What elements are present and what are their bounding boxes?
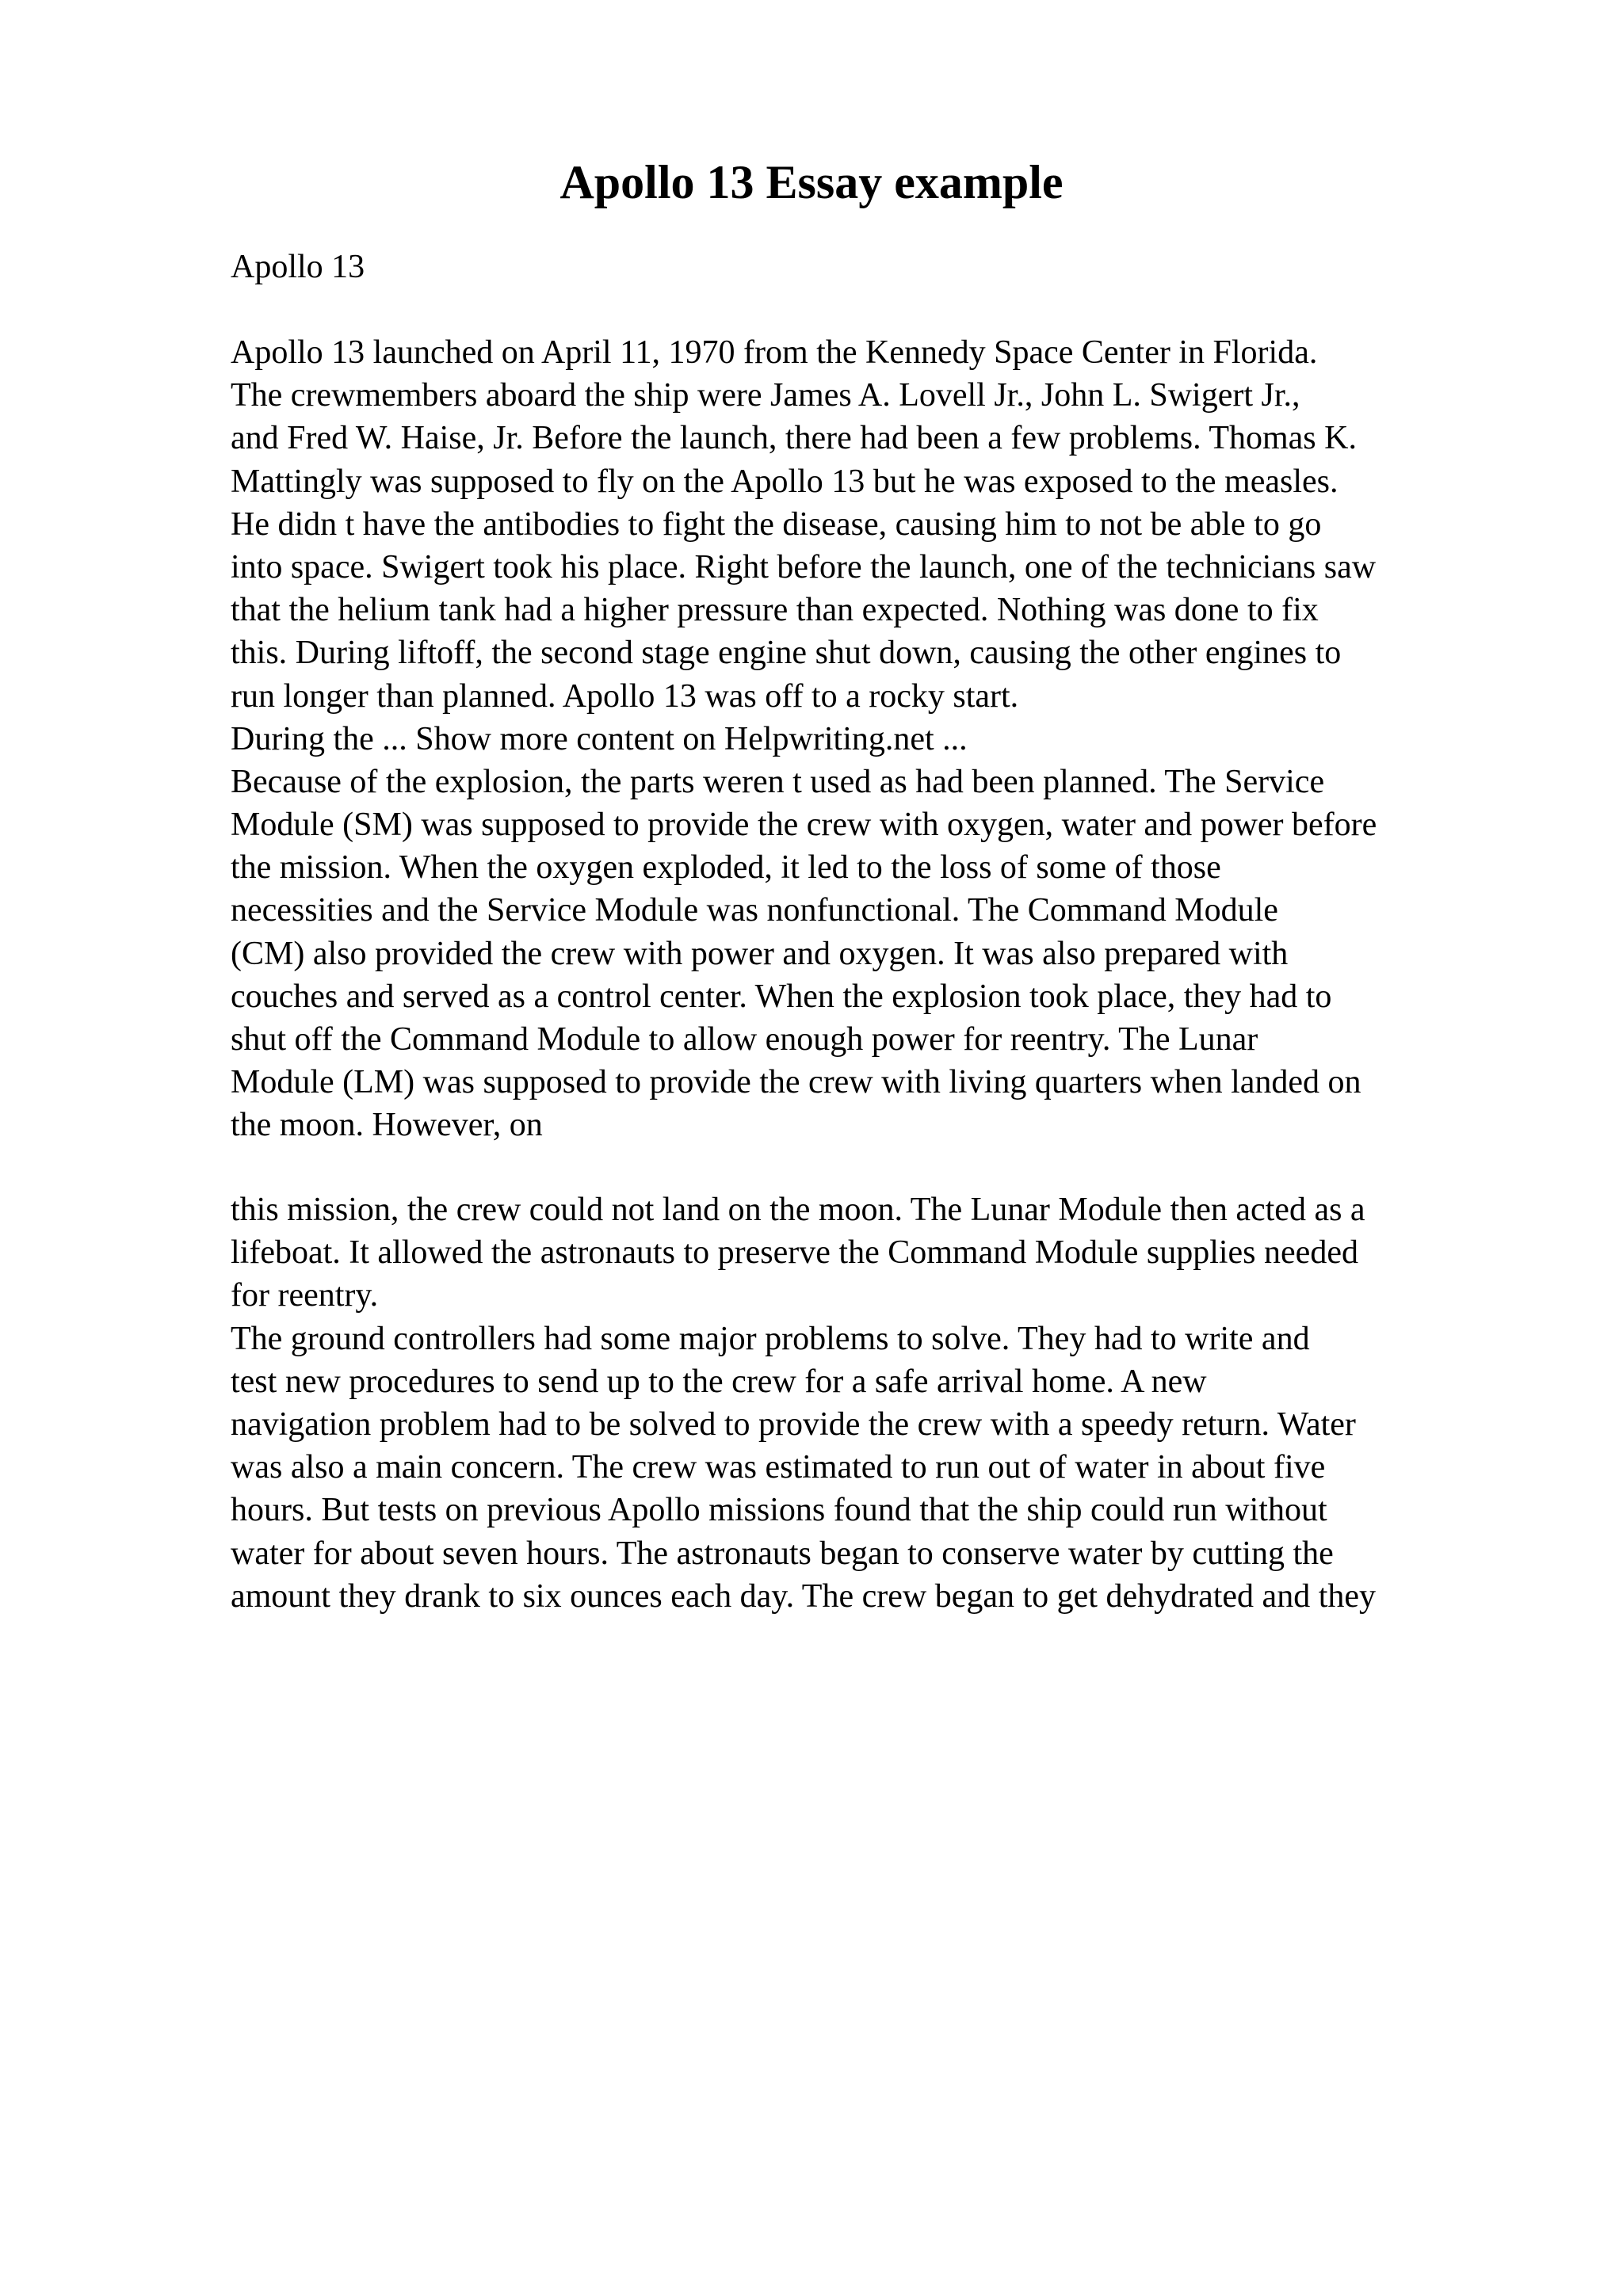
show-more-line: During the ... Show more content on Helpwriting.net ... [231,720,968,757]
text-line: test new procedures to send up to the crew for a safe arrival home. A new [231,1363,1207,1400]
document-title: Apollo 13 Essay example [559,156,1064,208]
text-line: The ground controllers had some major problems to solve. They had to write and [231,1320,1310,1357]
text-line: (CM) also provided the crew with power and oxygen. It was also prepared with [231,935,1289,972]
text-line: the moon. However, on [231,1107,543,1144]
text-line: that the helium tank had a higher pressure than expected. Nothing was done to fix [231,592,1319,629]
text-line: Module (LM) was supposed to provide the crew with living quarters when landed on [231,1064,1361,1101]
text-line: Mattingly was supposed to fly on the Apollo 13 but he was exposed to the measles. [231,463,1338,500]
text-line: and Fred W. Haise, Jr. Before the launch, there had been a few problems. Thomas K. [231,420,1357,457]
text-line: water for about seven hours. The astronauts began to conserve water by cutting the [231,1535,1334,1572]
text-line: was also a main concern. The crew was estimated to run out of water in about five [231,1449,1326,1486]
text-line: this mission, the crew could not land on the moon. The Lunar Module then acted as a [231,1192,1365,1228]
text-line: couches and served as a control center. When the explosion took place, they had to [231,978,1332,1015]
text-line: the mission. When the oxygen exploded, it led to the loss of some of those [231,849,1221,887]
text-line: necessities and the Service Module was nonfunctional. The Command Module [231,892,1278,929]
text-line: The crewmembers aboard the ship were James A. Lovell Jr., John L. Swigert Jr., [231,377,1300,414]
text-line: this. During liftoff, the second stage engine shut down, causing the other engines to [231,635,1342,672]
document-subtitle: Apollo 13 [231,249,365,285]
text-line: Module (SM) was supposed to provide the crew with oxygen, water and power before [231,807,1377,844]
text-line: into space. Swigert took his place. Right before the launch, one of the technicians saw [231,548,1377,585]
text-line: hours. But tests on previous Apollo missions found that the ship could run without [231,1492,1327,1529]
text-line: amount they drank to six ounces each day. The crew began to get dehydrated and they [231,1577,1377,1615]
text-line: navigation problem had to be solved to provide the crew with a speedy return. Water [231,1405,1356,1443]
text-line: Because of the explosion, the parts weren t used as had been planned. The Service [231,763,1325,800]
text-line: shut off the Command Module to allow enough power for reentry. The Lunar [231,1021,1258,1058]
text-line: He didn t have the antibodies to fight the disease, causing him to not be able to go [231,505,1322,543]
text-block-1 [231,331,1377,1147]
text-line: lifeboat. It allowed the astronauts to preserve the Command Module supplies needed [231,1234,1358,1272]
text-line: for reentry. [231,1277,379,1314]
text-block-2 [231,1188,1376,1618]
text-line: Apollo 13 launched on April 11, 1970 from the Kennedy Space Center in Florida. [231,334,1318,371]
text-line: run longer than planned. Apollo 13 was off to a rocky start. [231,677,1019,715]
